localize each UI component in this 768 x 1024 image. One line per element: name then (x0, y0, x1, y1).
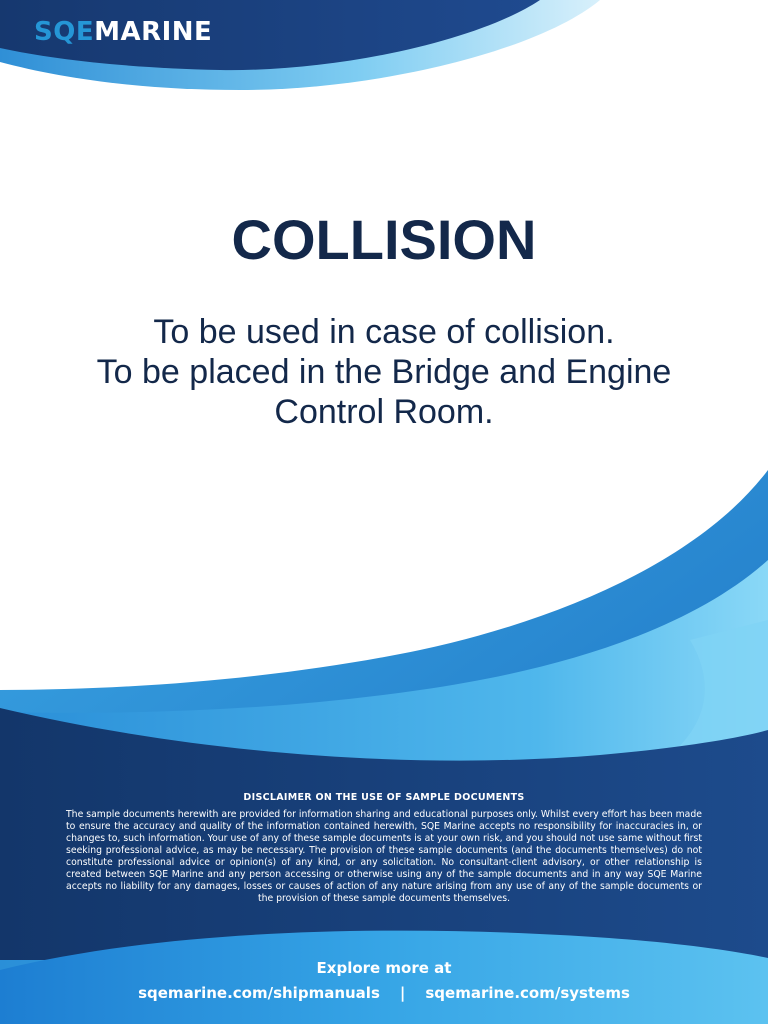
logo-sqe-text: SQE (34, 17, 95, 47)
document-title: COLLISION (231, 208, 537, 271)
disclaimer-heading: DISCLAIMER ON THE USE OF SAMPLE DOCUMENTS (243, 792, 525, 803)
explore-label: Explore more at (316, 959, 452, 977)
subtitle-line-2: To be placed in the Bridge and Engine (96, 353, 672, 391)
disclaimer-body: The sample documents herewith are provided for information sharing and educational purposes only. Whilst every effort has been made to ensure the accuracy and quality of the information contained herewith, SQE Marine accepts no responsibility for inaccuracies in, or changes to, such information. Your use of any of these sample documents is at your own risk, and you should not use same without first seeking professional advice, as may be necessary. The provision of these sample documents (and the documents themselves) do not constitute professional advice or opinion(s) of any kind, or any solicitation. No consultant-client advisory, or other relationship is created between SQE Marine and any person accessing or otherwise using any of the sample documents and in any way SQE Marine accepts no liability for any damages, losses or causes of action of any nature arising from any use of any of the sample documents or the provision of these sample documents themselves. (66, 809, 702, 904)
logo-marine-text: MARINE (94, 17, 213, 47)
link-separator: | (399, 984, 406, 1002)
sqemarine-logo (34, 14, 212, 50)
footer-links (0, 982, 768, 1004)
shipmanuals-link[interactable]: sqemarine.com/shipmanuals (138, 984, 380, 1002)
subtitle-line-1: To be used in case of collision. (153, 313, 615, 351)
subtitle-line-3: Control Room. (274, 393, 494, 431)
document-subtitle (40, 312, 728, 432)
disclaimer-section (66, 792, 702, 905)
systems-link[interactable]: sqemarine.com/systems (425, 984, 630, 1002)
